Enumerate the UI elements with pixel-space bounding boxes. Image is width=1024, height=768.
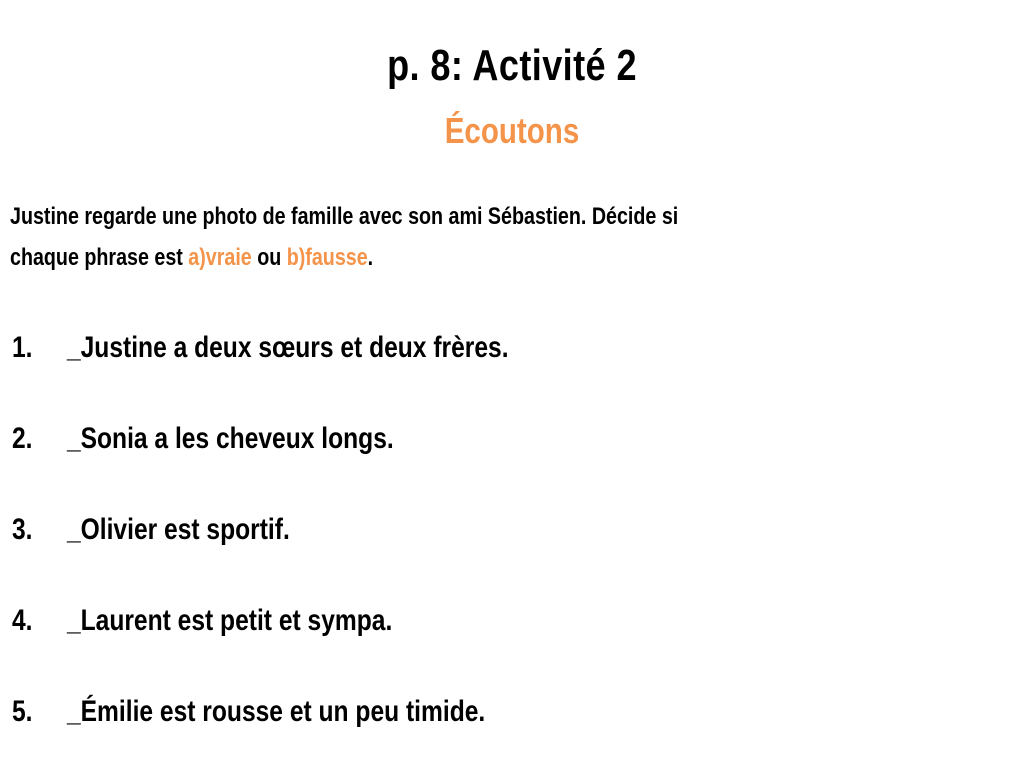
item-text: _Sonia a les cheveux longs. bbox=[66, 422, 394, 455]
list-item bbox=[12, 692, 914, 768]
item-text: _Olivier est sportif. bbox=[66, 513, 290, 546]
instructions-period: . bbox=[367, 244, 374, 271]
item-number: 3. bbox=[12, 513, 33, 546]
list-item bbox=[12, 601, 914, 692]
slide-title: p. 8: Activité 2 bbox=[387, 41, 637, 90]
item-number: 5. bbox=[12, 695, 33, 728]
list-item bbox=[12, 328, 914, 419]
option-a-vraie: a)vraie bbox=[188, 244, 252, 271]
item-number: 1. bbox=[12, 331, 33, 364]
item-number: 4. bbox=[12, 604, 33, 637]
instructions-connector: ou bbox=[251, 244, 287, 271]
slide-subtitle: Écoutons bbox=[444, 110, 580, 151]
item-text: _Laurent est petit et sympa. bbox=[66, 604, 393, 637]
item-number: 2. bbox=[12, 422, 33, 455]
item-text: _Justine a deux sœurs et deux frères. bbox=[66, 331, 509, 364]
list-item bbox=[12, 419, 914, 510]
list-item bbox=[12, 510, 914, 601]
option-b-fausse: b)fausse bbox=[286, 244, 368, 271]
instructions-line-2: chaque phrase est bbox=[10, 244, 189, 271]
instructions-paragraph bbox=[10, 196, 961, 278]
statement-list bbox=[12, 328, 914, 768]
item-text: _Émilie est rousse et un peu timide. bbox=[66, 695, 486, 728]
instructions-line-1: Justine regarde une photo de famille avec son ami Sébastien. Décide si bbox=[10, 203, 679, 230]
